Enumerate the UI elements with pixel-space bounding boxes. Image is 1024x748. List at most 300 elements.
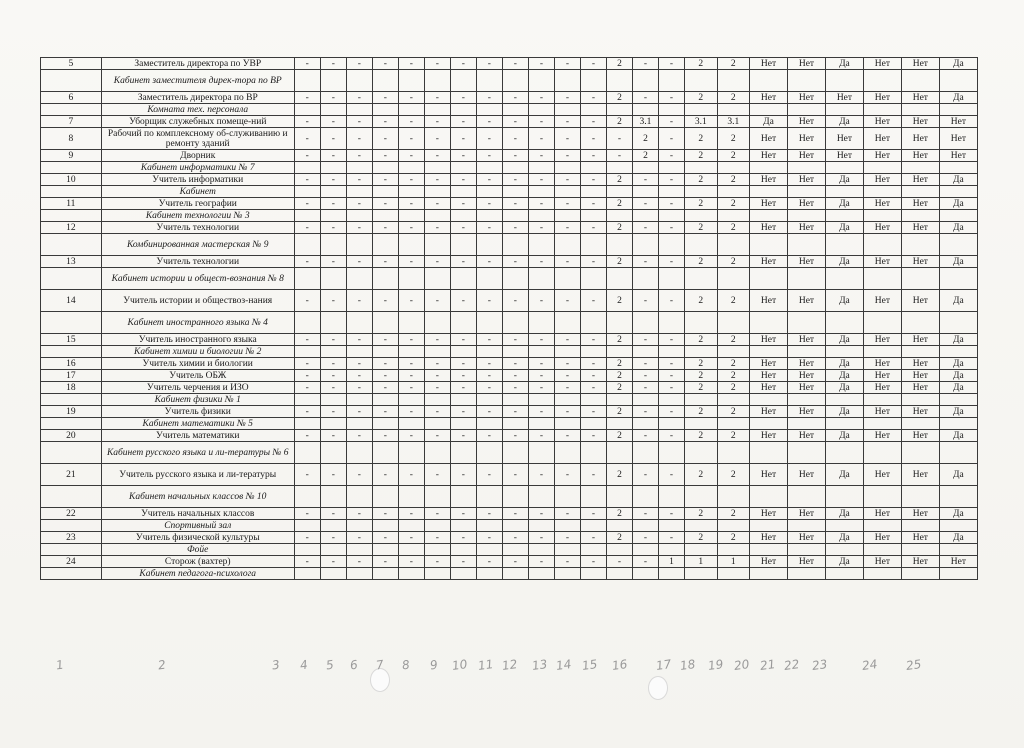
value-cell: [424, 520, 450, 532]
value-cell: [372, 486, 398, 508]
value-cell: Нет: [750, 334, 788, 346]
value-cell: -: [450, 334, 476, 346]
value-cell: -: [424, 92, 450, 104]
value-cell: Да: [939, 92, 977, 104]
value-cell: -: [658, 430, 684, 442]
table-row: [41, 116, 978, 128]
value-cell: -: [502, 464, 528, 486]
value-cell: [372, 312, 398, 334]
value-cell: -: [294, 556, 320, 568]
value-cell: [476, 442, 502, 464]
value-cell: [372, 442, 398, 464]
room-name-cell: Кабинет информатики № 7: [101, 162, 294, 174]
value-cell: -: [476, 92, 502, 104]
value-cell: [939, 210, 977, 222]
value-cell: Да: [825, 532, 863, 544]
value-cell: -: [606, 556, 632, 568]
value-cell: [788, 234, 826, 256]
value-cell: 2: [684, 58, 717, 70]
value-cell: [825, 234, 863, 256]
value-cell: [320, 210, 346, 222]
room-name-cell: Кабинет истории и общест-вознания № 8: [101, 268, 294, 290]
value-cell: [580, 486, 606, 508]
value-cell: -: [398, 508, 424, 520]
value-cell: [294, 394, 320, 406]
value-cell: Нет: [788, 290, 826, 312]
value-cell: [606, 418, 632, 430]
value-cell: Нет: [863, 532, 901, 544]
value-cell: [750, 544, 788, 556]
value-cell: [294, 186, 320, 198]
value-cell: [684, 234, 717, 256]
row-number-cell: [41, 234, 102, 256]
value-cell: -: [632, 532, 658, 544]
value-cell: Да: [939, 290, 977, 312]
value-cell: -: [294, 382, 320, 394]
room-row: [41, 268, 978, 290]
value-cell: [554, 442, 580, 464]
value-cell: -: [554, 116, 580, 128]
value-cell: [372, 268, 398, 290]
value-cell: -: [424, 150, 450, 162]
value-cell: [398, 442, 424, 464]
value-cell: Нет: [863, 128, 901, 150]
value-cell: -: [476, 222, 502, 234]
value-cell: [717, 104, 750, 116]
value-cell: Нет: [901, 406, 939, 418]
value-cell: [346, 268, 372, 290]
value-cell: -: [632, 556, 658, 568]
value-cell: [788, 104, 826, 116]
value-cell: Да: [825, 290, 863, 312]
value-cell: [750, 394, 788, 406]
value-cell: Нет: [863, 150, 901, 162]
value-cell: [450, 186, 476, 198]
room-name-cell: Фойе: [101, 544, 294, 556]
value-cell: [717, 234, 750, 256]
value-cell: Нет: [788, 358, 826, 370]
value-cell: -: [528, 556, 554, 568]
position-name-cell: Дворник: [101, 150, 294, 162]
working-conditions-table: [40, 57, 978, 580]
value-cell: -: [658, 532, 684, 544]
value-cell: [554, 162, 580, 174]
row-number-cell: 9: [41, 150, 102, 162]
value-cell: [632, 162, 658, 174]
position-name-cell: Учитель информатики: [101, 174, 294, 186]
value-cell: -: [450, 556, 476, 568]
pencil-number: 1: [55, 657, 65, 673]
value-cell: Да: [825, 358, 863, 370]
value-cell: [398, 486, 424, 508]
value-cell: [580, 568, 606, 580]
position-name-cell: Учитель химии и биологии: [101, 358, 294, 370]
value-cell: [825, 486, 863, 508]
value-cell: [398, 186, 424, 198]
value-cell: Нет: [901, 256, 939, 268]
value-cell: [901, 312, 939, 334]
position-name-cell: Заместитель директора по УВР: [101, 58, 294, 70]
value-cell: [684, 520, 717, 532]
value-cell: [863, 186, 901, 198]
value-cell: Нет: [939, 128, 977, 150]
value-cell: [450, 418, 476, 430]
value-cell: [476, 520, 502, 532]
value-cell: -: [450, 464, 476, 486]
value-cell: -: [476, 358, 502, 370]
room-row: [41, 568, 978, 580]
value-cell: Нет: [901, 382, 939, 394]
value-cell: -: [424, 128, 450, 150]
pencil-number: 4: [299, 657, 309, 673]
value-cell: Нет: [901, 198, 939, 210]
value-cell: [825, 162, 863, 174]
row-number-cell: 12: [41, 222, 102, 234]
value-cell: [528, 520, 554, 532]
value-cell: -: [398, 128, 424, 150]
value-cell: [502, 186, 528, 198]
room-row: [41, 442, 978, 464]
value-cell: [825, 394, 863, 406]
value-cell: [476, 162, 502, 174]
room-name-cell: Спортивный зал: [101, 520, 294, 532]
position-name-cell: Учитель русского языка и ли-тературы: [101, 464, 294, 486]
value-cell: 2: [606, 222, 632, 234]
value-cell: [684, 312, 717, 334]
value-cell: -: [346, 430, 372, 442]
value-cell: Нет: [750, 430, 788, 442]
value-cell: [294, 234, 320, 256]
value-cell: [750, 442, 788, 464]
value-cell: -: [658, 256, 684, 268]
value-cell: -: [424, 116, 450, 128]
row-number-cell: [41, 486, 102, 508]
value-cell: [606, 104, 632, 116]
value-cell: -: [658, 174, 684, 186]
pencil-number: 15: [581, 657, 599, 673]
value-cell: [863, 418, 901, 430]
value-cell: [294, 104, 320, 116]
value-cell: -: [372, 334, 398, 346]
room-row: [41, 104, 978, 116]
value-cell: [632, 394, 658, 406]
value-cell: [606, 568, 632, 580]
value-cell: -: [450, 58, 476, 70]
value-cell: -: [294, 198, 320, 210]
value-cell: [750, 186, 788, 198]
pencil-number: 21: [759, 657, 777, 673]
value-cell: [294, 268, 320, 290]
value-cell: -: [294, 58, 320, 70]
value-cell: -: [502, 290, 528, 312]
value-cell: -: [502, 174, 528, 186]
value-cell: [476, 418, 502, 430]
value-cell: 2: [684, 406, 717, 418]
value-cell: [320, 442, 346, 464]
value-cell: [528, 104, 554, 116]
room-row: [41, 346, 978, 358]
value-cell: -: [320, 532, 346, 544]
value-cell: -: [658, 198, 684, 210]
value-cell: [684, 418, 717, 430]
value-cell: -: [502, 116, 528, 128]
value-cell: -: [450, 358, 476, 370]
value-cell: -: [372, 532, 398, 544]
value-cell: -: [294, 116, 320, 128]
value-cell: 2: [684, 532, 717, 544]
value-cell: [939, 544, 977, 556]
value-cell: [502, 268, 528, 290]
value-cell: -: [554, 382, 580, 394]
value-cell: [398, 568, 424, 580]
value-cell: -: [554, 174, 580, 186]
value-cell: Нет: [825, 92, 863, 104]
value-cell: -: [398, 556, 424, 568]
value-cell: [554, 568, 580, 580]
value-cell: Нет: [901, 430, 939, 442]
value-cell: [346, 394, 372, 406]
row-number-cell: [41, 394, 102, 406]
value-cell: -: [372, 508, 398, 520]
pencil-number: 22: [783, 657, 801, 673]
value-cell: -: [424, 198, 450, 210]
value-cell: [502, 442, 528, 464]
value-cell: [658, 186, 684, 198]
value-cell: [424, 312, 450, 334]
value-cell: [502, 70, 528, 92]
value-cell: [788, 394, 826, 406]
value-cell: [750, 104, 788, 116]
value-cell: Да: [939, 370, 977, 382]
value-cell: -: [502, 256, 528, 268]
value-cell: -: [294, 256, 320, 268]
value-cell: -: [476, 334, 502, 346]
value-cell: -: [320, 508, 346, 520]
value-cell: 2: [606, 334, 632, 346]
value-cell: [398, 210, 424, 222]
value-cell: -: [346, 198, 372, 210]
value-cell: -: [424, 406, 450, 418]
value-cell: 2: [606, 532, 632, 544]
value-cell: Да: [939, 464, 977, 486]
room-row: [41, 312, 978, 334]
value-cell: [632, 486, 658, 508]
value-cell: Нет: [863, 464, 901, 486]
value-cell: Нет: [788, 150, 826, 162]
value-cell: -: [528, 92, 554, 104]
value-cell: 1: [684, 556, 717, 568]
value-cell: [450, 486, 476, 508]
row-number-cell: 20: [41, 430, 102, 442]
value-cell: -: [450, 198, 476, 210]
value-cell: Да: [825, 464, 863, 486]
value-cell: Нет: [863, 508, 901, 520]
value-cell: -: [554, 198, 580, 210]
value-cell: -: [476, 128, 502, 150]
value-cell: Да: [939, 198, 977, 210]
value-cell: [863, 520, 901, 532]
value-cell: [939, 442, 977, 464]
value-cell: [606, 544, 632, 556]
value-cell: [901, 346, 939, 358]
table-row: [41, 370, 978, 382]
value-cell: Нет: [788, 58, 826, 70]
value-cell: [684, 70, 717, 92]
value-cell: Нет: [863, 358, 901, 370]
value-cell: [658, 346, 684, 358]
value-cell: -: [424, 370, 450, 382]
value-cell: [901, 544, 939, 556]
value-cell: [554, 104, 580, 116]
value-cell: [346, 234, 372, 256]
value-cell: 2: [606, 290, 632, 312]
value-cell: -: [398, 358, 424, 370]
value-cell: -: [294, 358, 320, 370]
value-cell: 2: [684, 198, 717, 210]
value-cell: [450, 544, 476, 556]
value-cell: [424, 346, 450, 358]
value-cell: 2: [684, 290, 717, 312]
value-cell: Да: [825, 382, 863, 394]
value-cell: -: [632, 290, 658, 312]
value-cell: [863, 210, 901, 222]
value-cell: [684, 394, 717, 406]
value-cell: [554, 520, 580, 532]
value-cell: -: [632, 358, 658, 370]
value-cell: [901, 418, 939, 430]
value-cell: -: [528, 174, 554, 186]
value-cell: -: [346, 464, 372, 486]
value-cell: -: [476, 382, 502, 394]
value-cell: [398, 104, 424, 116]
value-cell: -: [502, 370, 528, 382]
value-cell: Нет: [863, 256, 901, 268]
value-cell: [717, 70, 750, 92]
value-cell: [939, 418, 977, 430]
value-cell: Да: [939, 174, 977, 186]
value-cell: 2: [717, 358, 750, 370]
pencil-number: 2: [157, 657, 167, 673]
value-cell: -: [294, 92, 320, 104]
value-cell: -: [346, 508, 372, 520]
value-cell: [863, 544, 901, 556]
value-cell: -: [346, 222, 372, 234]
value-cell: Нет: [788, 334, 826, 346]
value-cell: [346, 104, 372, 116]
value-cell: 2: [684, 222, 717, 234]
value-cell: -: [554, 430, 580, 442]
value-cell: [632, 210, 658, 222]
value-cell: -: [346, 150, 372, 162]
pencil-number: 20: [733, 657, 751, 673]
value-cell: -: [554, 290, 580, 312]
row-number-cell: 16: [41, 358, 102, 370]
value-cell: 2: [717, 128, 750, 150]
value-cell: [502, 486, 528, 508]
value-cell: -: [320, 222, 346, 234]
value-cell: -: [632, 198, 658, 210]
value-cell: [684, 486, 717, 508]
value-cell: [294, 568, 320, 580]
value-cell: -: [372, 430, 398, 442]
value-cell: Да: [825, 58, 863, 70]
value-cell: -: [658, 116, 684, 128]
value-cell: [502, 234, 528, 256]
value-cell: Нет: [901, 150, 939, 162]
value-cell: 2: [717, 508, 750, 520]
value-cell: [863, 70, 901, 92]
value-cell: [939, 346, 977, 358]
position-name-cell: Учитель ОБЖ: [101, 370, 294, 382]
value-cell: [372, 346, 398, 358]
value-cell: -: [554, 370, 580, 382]
value-cell: -: [632, 256, 658, 268]
pencil-number: 18: [679, 657, 697, 673]
value-cell: -: [632, 508, 658, 520]
value-cell: Да: [939, 382, 977, 394]
value-cell: [476, 70, 502, 92]
value-cell: -: [372, 222, 398, 234]
value-cell: [476, 234, 502, 256]
value-cell: 2: [606, 58, 632, 70]
value-cell: [750, 486, 788, 508]
row-number-cell: [41, 520, 102, 532]
value-cell: -: [658, 334, 684, 346]
value-cell: [450, 210, 476, 222]
value-cell: [939, 568, 977, 580]
row-number-cell: [41, 418, 102, 430]
value-cell: [788, 568, 826, 580]
value-cell: [939, 162, 977, 174]
value-cell: [632, 268, 658, 290]
row-number-cell: 22: [41, 508, 102, 520]
value-cell: [346, 486, 372, 508]
value-cell: [476, 268, 502, 290]
value-cell: [424, 418, 450, 430]
value-cell: [346, 418, 372, 430]
value-cell: -: [320, 464, 346, 486]
pencil-number: 5: [325, 657, 335, 673]
value-cell: [788, 418, 826, 430]
value-cell: [320, 568, 346, 580]
value-cell: [346, 312, 372, 334]
value-cell: [294, 346, 320, 358]
value-cell: [606, 234, 632, 256]
value-cell: 2: [684, 464, 717, 486]
value-cell: [717, 186, 750, 198]
value-cell: [320, 234, 346, 256]
value-cell: -: [398, 532, 424, 544]
value-cell: [684, 186, 717, 198]
value-cell: -: [398, 222, 424, 234]
value-cell: 2: [632, 150, 658, 162]
value-cell: [346, 70, 372, 92]
value-cell: [554, 70, 580, 92]
value-cell: 3.1: [632, 116, 658, 128]
value-cell: -: [450, 406, 476, 418]
value-cell: [632, 544, 658, 556]
value-cell: Нет: [901, 358, 939, 370]
value-cell: -: [502, 382, 528, 394]
value-cell: -: [554, 464, 580, 486]
table-row: [41, 92, 978, 104]
value-cell: Нет: [825, 128, 863, 150]
value-cell: Да: [825, 222, 863, 234]
value-cell: [476, 312, 502, 334]
value-cell: 2: [684, 334, 717, 346]
value-cell: Нет: [901, 128, 939, 150]
value-cell: [684, 568, 717, 580]
